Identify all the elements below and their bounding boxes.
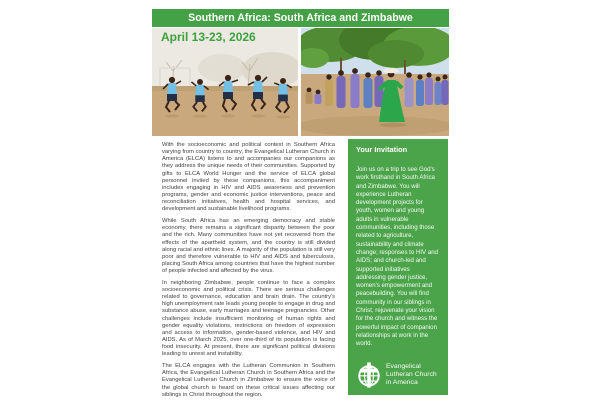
body-text <box>162 142 335 400</box>
elca-logo-line: in America <box>386 379 418 386</box>
flyer <box>152 0 449 400</box>
elca-logo-line: Evangelical <box>386 363 421 370</box>
invitation-sidebar <box>348 139 448 395</box>
header-bar <box>152 9 449 27</box>
sidebar-body: Join us on a trip to see God's work firsthand in South Africa and Zimbabwe. You will experience Lutheran development projects for youth, women and young adults in vulnerable communities, including those related to agriculture, sustainability and climate change; responses to HIV and AIDS; and church-led and supported initiatives addressing gender justice, women's empowerment and peacebuilding. You will find community in our siblings in Christ, rejuvenate your vision for the church and witness the powerful impact of companion relationships at work in the world. <box>356 166 438 348</box>
paragraph-context: With the socioeconomic and political context in Southern Africa varying from country to country, the Evangelical Lutheran Church in America (ELCA) listens to and accompanies our companions as they address the unique needs of their communities. Supported by gifts to ELCA World Hunger and the service of ELCA global personnel invited by these companions, this accompaniment includes engaging in HIV and AIDS awareness and prevention programs, gender and economic justice interventions, peace and reconciliation initiatives, health and hospital services, and development and sustainable livelihood programs. <box>162 142 335 213</box>
photo-procession <box>301 28 449 136</box>
paragraph-south-africa: While South Africa has an emerging democracy and stable economy, there remains a significant disparity between the poor and the rich. Many communities have not yet recovered from the effects of the apartheid system, and the country is still divided along racial and ethnic lines. A majority of the population is still very poor and therefore vulnerable to HIV and AIDS and tuberculosis, placing South Africa among countries that have the highest number of people infected and affected by the virus. <box>162 218 335 275</box>
photo-children-playing <box>152 28 298 136</box>
elca-logo-text <box>386 363 437 387</box>
paragraph-elca-engagement: The ELCA engages with the Lutheran Communion in Southern Africa, the Evangelical Lutheran Church in Southern Africa and the Evangelical Lutheran Church in Zimbabwe to ensure the voice of the global church is heard on these critical issues affecting our siblings in Christ throughout the region. <box>162 363 335 398</box>
photo-procession-art <box>301 28 449 136</box>
page-title: Southern Africa: South Africa and Zimbabwe <box>188 12 413 24</box>
elca-globe-cross-icon <box>356 362 382 388</box>
photo-children-playing-art <box>152 28 298 136</box>
paragraph-zimbabwe: In neighboring Zimbabwe, people continue to face a complex socioeconomic and political crisis. There are serious challenges related to governance, education and brain drain. The country's high unemployment rate leads young people to engage in drug and substance abuse, early marriages and teenage pregnancies. Other challenges include insufficient monitoring of human rights and gender equality violations, restrictions on freedom of expression and access to information, gender-based violence, and HIV and AIDS. As of March 2025, over one-third of its population is facing food insecurity. At present, there are significant political divisions leading to unrest and instability. <box>162 279 335 358</box>
photo-strip <box>152 28 449 136</box>
elca-logo-line: Lutheran Church <box>386 371 437 378</box>
sidebar-heading: Your Invitation <box>356 145 408 154</box>
elca-logo <box>356 362 437 388</box>
trip-dates: April 13-23, 2026 <box>161 30 256 44</box>
